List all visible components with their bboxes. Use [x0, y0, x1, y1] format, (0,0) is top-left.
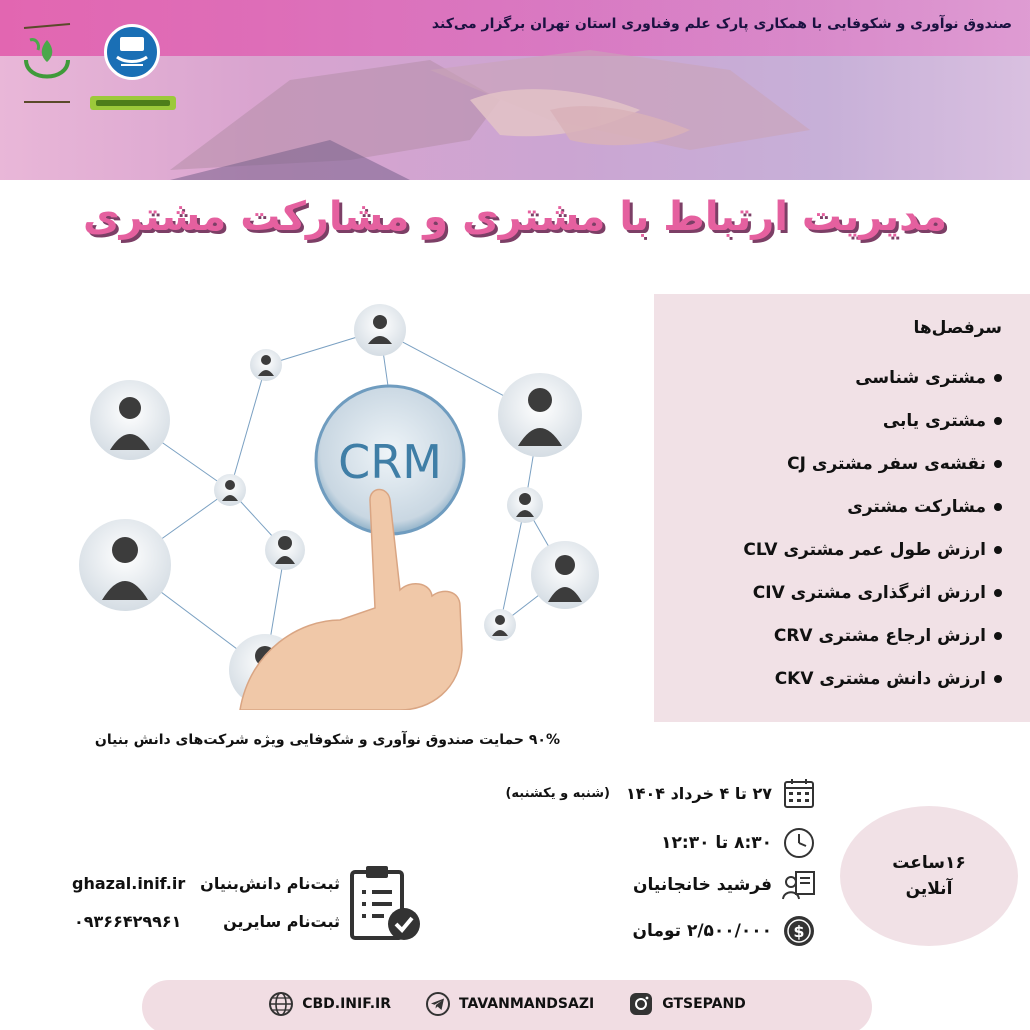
clock-icon [782, 826, 816, 860]
bullet-icon [994, 589, 1002, 597]
crm-label: CRM [338, 435, 442, 489]
header-banner [0, 0, 1030, 180]
event-teacher: فرشید خانجانیان [633, 868, 816, 902]
list-item: ارزش دانش مشتری CKV [674, 657, 1002, 700]
date-weekdays: (شنبه و یکشنبه) [505, 785, 610, 801]
hours-badge [840, 806, 1018, 946]
footer-website-link[interactable]: CBD.INIF.IR [268, 991, 391, 1017]
bullet-icon [994, 632, 1002, 640]
syllabus-heading: سرفصل‌ها [913, 318, 1002, 338]
bullet-icon [994, 546, 1002, 554]
handshake-image [170, 40, 870, 180]
clipboard-check-icon [346, 862, 424, 944]
registration-phone[interactable]: ۰۹۳۶۶۴۲۹۹۶۱ [74, 912, 182, 931]
list-item: مشتری شناسی [674, 356, 1002, 399]
footer-instagram-link[interactable]: GTSEPAND [628, 991, 746, 1017]
bullet-icon [994, 374, 1002, 382]
svg-text:$: $ [793, 922, 805, 941]
calendar-icon [782, 776, 816, 810]
list-item: ارزش ارجاع مشتری CRV [674, 614, 1002, 657]
syllabus-list [674, 356, 1002, 700]
dollar-icon [782, 914, 816, 948]
list-item: ارزش طول عمر مشتری CLV [674, 528, 1002, 571]
bullet-icon [994, 675, 1002, 683]
footer-telegram-link[interactable]: TAVANMANDSAZI [425, 991, 594, 1017]
list-item: نقشه‌ی سفر مشتری CJ [674, 442, 1002, 485]
government-logo [16, 10, 78, 118]
science-park-logo [90, 94, 176, 112]
hours-duration: ۱۶ساعت [892, 853, 966, 873]
bullet-icon [994, 503, 1002, 511]
registration-others-label: ثبت‌نام سایرین [223, 912, 340, 931]
teacher-icon [782, 868, 816, 902]
hours-mode: آنلاین [905, 879, 953, 899]
bullet-icon [994, 417, 1002, 425]
list-item: مشارکت مشتری [674, 485, 1002, 528]
list-item: مشتری یابی [674, 399, 1002, 442]
event-time: ۸:۳۰ تا ۱۲:۳۰ [661, 826, 816, 860]
page-title: مدیریت ارتباط با مشتری و مشارکت مشتری [82, 194, 948, 240]
bullet-icon [994, 460, 1002, 468]
registration-website-link[interactable]: ghazal.inif.ir [72, 874, 186, 893]
globe-icon [268, 991, 294, 1017]
registration-knowledge-based-label: ثبت‌نام دانش‌بنیان [200, 874, 340, 893]
instagram-icon [628, 991, 654, 1017]
footer-contacts [142, 980, 872, 1030]
support-text: ۹۰% حمایت صندوق نوآوری و شکوفایی ویژه شرکت‌های دانش بنیان [94, 732, 560, 748]
syllabus-panel [654, 294, 1030, 722]
event-price: $ ۲/۵۰۰/۰۰۰ تومان [633, 914, 816, 948]
telegram-icon [425, 991, 451, 1017]
event-date: ۲۷ تا ۴ خرداد ۱۴۰۴ (شنبه و یکشنبه) [505, 776, 816, 810]
university-logo [104, 24, 160, 80]
list-item: ارزش اثرگذاری مشتری CIV [674, 571, 1002, 614]
organizer-text: صندوق نوآوری و شکوفایی با همکاری پارک علم وفناوری استان تهران برگزار می‌کند [431, 16, 1012, 32]
crm-network-illustration [70, 290, 630, 710]
